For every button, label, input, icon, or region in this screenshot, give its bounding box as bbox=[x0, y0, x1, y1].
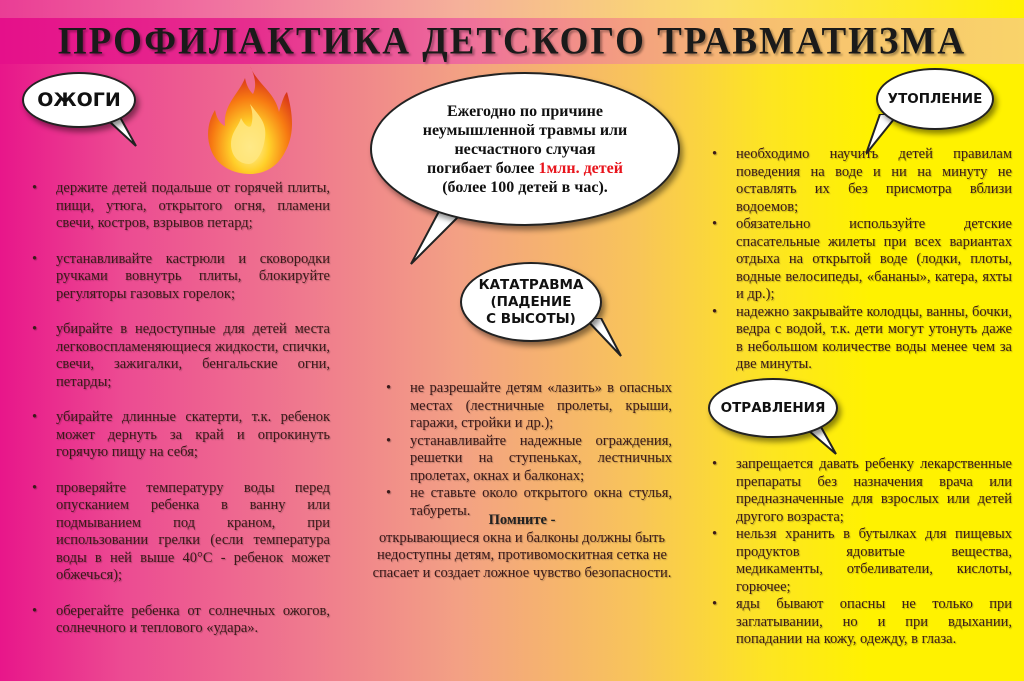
burns-item: • проверяйте температуру воды перед опусканием ребенка в ванну или подмыванием под краном, при использовании грелки (если температура воды в ней выше 40°C - ребенок может обжечься); bbox=[26, 480, 330, 585]
drowning-item: • обязательно используйте детские спасательные жилеты при всех вариантах отдыха на открытой воде (лодки, плоты, водные велосипеды, «бананы», катера, яхты и др.); bbox=[706, 216, 1012, 304]
poster-title: ПРОФИЛАКТИКА ДЕТСКОГО ТРАВМАТИЗМА bbox=[57, 19, 967, 64]
drowning-item: • надежно закрывайте колодцы, ванны, бочки, ведра с водой, т.к. дети могут утонуть даже в небольшом количестве воды менее чем за две минуты. bbox=[706, 304, 1012, 374]
falls-heading-bubble bbox=[460, 262, 602, 342]
falls-heading-line: КАТАТРАВМА bbox=[478, 276, 584, 293]
burns-heading-bubble bbox=[22, 72, 136, 128]
drowning-item: • необходимо научить детей правилам поведения на воде и ни на минуту не оставлять их без присмотра вблизи водоемов; bbox=[706, 146, 1012, 216]
burns-heading: ОЖОГИ bbox=[37, 89, 121, 111]
statistics-line: (более 100 детей в час). bbox=[442, 178, 608, 196]
poisoning-heading: ОТРАВЛЕНИЯ bbox=[720, 400, 826, 416]
burns-list bbox=[26, 180, 330, 656]
drowning-heading-bubble bbox=[876, 68, 994, 130]
statistics-highlight: 1млн. детей bbox=[538, 159, 623, 177]
remember-text: открывающиеся окна и балконы должны быть недоступны детям, противомоскитная сетка не спасает и создает ложное чувство безопасности. bbox=[372, 529, 672, 581]
drowning-list bbox=[706, 146, 1012, 374]
poisoning-item: • яды бывают опасны не только при заглатывании, но и при вдыхании, попадании на кожу, одежду, в глаза. bbox=[706, 596, 1012, 649]
poisoning-item: • нельзя хранить в бутылках для пищевых продуктов ядовитые вещества, медикаменты, отбеливатели, кислоты, горючее; bbox=[706, 526, 1012, 596]
remember-note bbox=[372, 512, 672, 582]
statistics-line: несчастного случая bbox=[454, 140, 596, 158]
falls-heading-line: (ПАДЕНИЕ bbox=[490, 293, 572, 310]
poisoning-list bbox=[706, 456, 1012, 649]
drowning-heading: УТОПЛЕНИЕ bbox=[887, 91, 983, 107]
statistics-line: Ежегодно по причине bbox=[447, 102, 603, 120]
falls-list bbox=[380, 380, 672, 520]
falls-item: • не ставьте около открытого окна стулья, табуреты. bbox=[380, 485, 672, 520]
statistics-line: погибает более 1млн. детей bbox=[427, 159, 623, 177]
falls-item: • устанавливайте надежные ограждения, решетки на ступеньках, лестничных пролетах, окнах и балконах; bbox=[380, 433, 672, 486]
burns-item: • убирайте длинные скатерти, т.к. ребенок может дернуть за край и опрокинуть горячую пищу на себя; bbox=[26, 409, 330, 462]
statistics-bubble bbox=[370, 72, 680, 226]
remember-title: Помните - bbox=[488, 512, 556, 528]
falls-heading-line: С ВЫСОТЫ) bbox=[486, 310, 576, 327]
burns-item: • устанавливайте кастрюли и сковородки ручками вовнутрь плиты, блокируйте регуляторы газовых горелок; bbox=[26, 251, 330, 304]
poisoning-heading-bubble bbox=[708, 378, 838, 438]
statistics-line: неумышленной травмы или bbox=[422, 121, 628, 139]
burns-item: • держите детей подальше от горячей плиты, пищи, утюга, открытого огня, пламени свечи, костров, взрывов петард; bbox=[26, 180, 330, 233]
burns-item: • оберегайте ребенка от солнечных ожогов, солнечного и теплового «удара». bbox=[26, 603, 330, 638]
poisoning-item: • запрещается давать ребенку лекарственные препараты без назначения врача или предназначенные для взрослых или детей другого возраста; bbox=[706, 456, 1012, 526]
falls-item: • не разрешайте детям «лазить» в опасных местах (лестничные пролеты, крыши, гаражи, стройки и др.); bbox=[380, 380, 672, 433]
burns-item: • убирайте в недоступные для детей места легковоспламеняющиеся жидкости, спички, свечи, зажигалки, бенгальские огни, петарды; bbox=[26, 321, 330, 391]
falls-bubble-tail bbox=[585, 318, 625, 360]
flame-icon bbox=[205, 64, 295, 176]
top-strip bbox=[0, 0, 1024, 18]
